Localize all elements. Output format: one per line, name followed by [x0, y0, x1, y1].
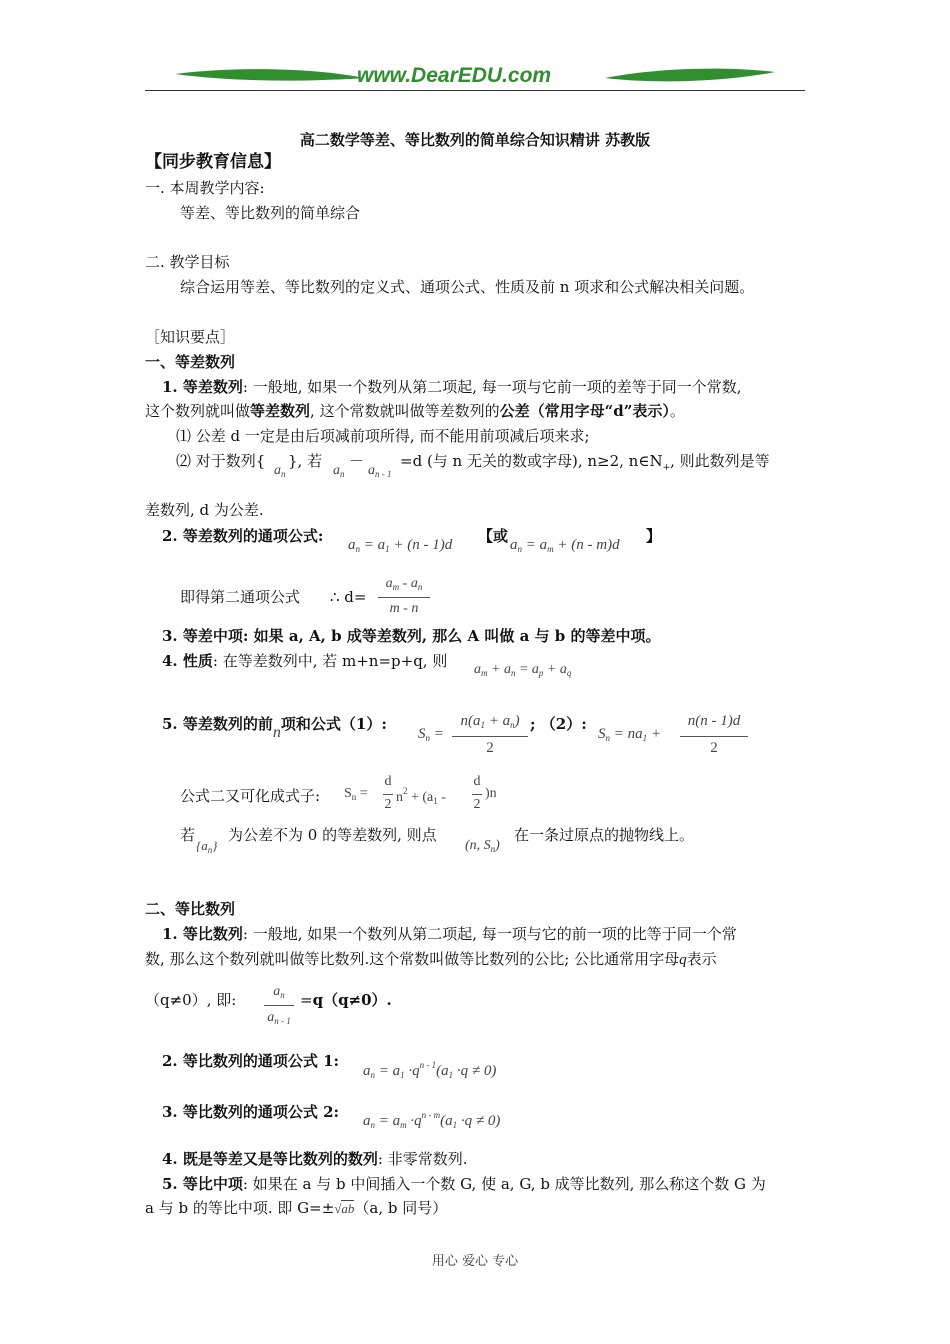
arith-mid: 3. 等差中项: 如果 a, A, b 成等差数列, 那么 A 叫做 a 与 b 的等差中项。 [162, 627, 661, 645]
d-frac-line [378, 597, 430, 598]
sum-label-b: 项和公式（1）: [280, 715, 387, 733]
note2-minus: － [349, 452, 365, 470]
d-frac-den: m - n [389, 601, 419, 616]
f2-frac1-num: d [384, 774, 392, 789]
geo-def-text4d: q（q≠0）. [312, 991, 392, 1009]
geo-def-label: 1. 等比数列 [162, 925, 243, 943]
arith-gen-label: 2. 等差数列的通项公式: [162, 527, 324, 545]
sum-n: n [272, 724, 281, 741]
content-heading: 一. 本周教学内容: [145, 179, 265, 197]
arith-def-line2 [145, 401, 685, 421]
note2-an: $a_n$ [274, 463, 286, 479]
geo-both [162, 1149, 467, 1169]
note2-d-text: =d (与 n 无关的数或字母), n≥2, n∈N [400, 452, 663, 470]
geo-def-line2 [145, 949, 717, 970]
arith-gen-formula: $a_n = a_1 + (n - 1)d$ [348, 537, 453, 554]
arith-note2 [176, 451, 265, 471]
geo-both-label: 4. 既是等差又是等比数列的数列 [162, 1150, 378, 1168]
arith-def-text2c: , 这个常数就叫做等差数列的 [310, 402, 500, 420]
geo-def-text2: 数, 那么这个数列就叫做等比数列.这个常数叫做等比数列的公比; 公比通常用字母 [145, 950, 680, 968]
header-rule [145, 90, 805, 91]
parabola-an: $\{a_n\}$ [196, 838, 218, 855]
geo-def-text1: : 一般地, 如果一个数列从第二项起, 每一项与它的前一项的比等于同一个常 [242, 925, 737, 943]
geo-gen2-label: 3. 等比数列的通项公式 2: [162, 1103, 340, 1121]
parabola-c: 在一条过原点的抛物线上。 [514, 826, 695, 844]
goal-body: 综合运用等差、等比数列的定义式、通项公式、性质及前 n 项求和公式解决相关问题。 [180, 278, 755, 296]
therefore-d: ∴ d= [330, 588, 367, 606]
formula2-expr: $S_n$ = [344, 786, 368, 802]
geo-gen1-label: 2. 等比数列的通项公式 1: [162, 1052, 340, 1070]
f2-frac2-num: d [473, 774, 481, 789]
parabola-point: (n, $S_n$) [465, 838, 500, 854]
geo-mid-line2: a 与 b 的等比中项. 即 G=±√ab（a, b 同号） [145, 1199, 448, 1217]
d-frac-num: $a_m - a_n$ [385, 576, 423, 592]
geo-def-line3b [300, 990, 392, 1010]
geo-def-q: q [679, 952, 687, 968]
geo-mid-line1 [162, 1174, 766, 1194]
sum-formula1-line [452, 736, 528, 737]
header-logo [145, 60, 805, 92]
f2-frac2-den: 2 [473, 797, 481, 812]
note2-tail: 差数列, d 为公差. [145, 501, 264, 519]
geo-heading: 二、等比数列 [145, 900, 236, 918]
formula2-text: 公式二又可化成式子: [180, 787, 321, 805]
sum-formula2-lhs: $S_n = na_1$ + [598, 726, 661, 743]
geo-mid-label: 5. 等比中项 [162, 1175, 243, 1193]
geo-def-text4b: q≠0）, 即: [160, 991, 237, 1009]
arith-def-common-diff: 公差（常用字母“d”表示） [499, 402, 670, 420]
sum-formula2-den: 2 [710, 740, 718, 756]
sum-formula2-line [680, 736, 748, 737]
arith-def-text1: : 一般地, 如果一个数列从第二项起, 每一项与它前一项的差等于同一个常数, [242, 378, 742, 396]
note2-e-text: , 则此数列是等 [670, 452, 770, 470]
page-footer: 用心 爱心 专心 [431, 1254, 519, 1269]
arith-def-line1 [162, 377, 742, 397]
arith-def-term: 等差数列 [250, 402, 311, 420]
arith-note1: ⑴ 公差 d 一定是由后项减前项所得, 而不能用前项减后项来求; [176, 427, 590, 445]
key-points-heading: ［知识要点］ [145, 328, 236, 346]
arith-prop [162, 651, 447, 671]
goal-heading: 二. 教学目标 [145, 253, 230, 271]
arith-gen-or-open: 【或 [478, 527, 509, 545]
note2-an-1: $a_{n - 1}$ [368, 463, 392, 479]
geo-ratio-num: $a_n$ [273, 984, 285, 1000]
note2-a: ⑵ 对于数列{ [176, 452, 266, 470]
arith-heading: 一、等差数列 [145, 353, 236, 371]
geo-mid-text3: （a, b 同号） [354, 1199, 448, 1217]
page-title: 高二数学等差、等比数列的简单综合知识精讲 苏教版 [299, 131, 651, 149]
content-body: 等差、等比数列的简单综合 [180, 204, 361, 222]
second-formula-text: 即得第二通项公式 [180, 588, 301, 606]
arith-gen-formula2: $a_n = a_m + (n - m)d$ [510, 537, 620, 554]
geo-gen1-formula: $a_n = a_1 \cdot q^{n - 1}(a_1 \cdot q \ne 0)$ [363, 1060, 497, 1080]
sum-formula1-lhs: $S_n$ = [418, 726, 444, 743]
geo-gen2-formula: $a_n = a_m \cdot q^{n - m}(a_1 \cdot q \ne 0)$ [363, 1110, 501, 1130]
sum-sep: ; （2）: [530, 715, 587, 733]
arith-prop-text: : 在等差数列中, 若 m+n=p+q, 则 [212, 652, 448, 670]
geo-def-text4c: = [300, 991, 313, 1009]
note2-d: =d (与 n 无关的数或字母), n≥2, $n\in N_+$, 则此数列是等 [400, 452, 770, 473]
f2-mid: $n^2 + (a_1$ - [396, 786, 446, 806]
note2-an2: $a_n$ [333, 463, 345, 479]
geo-both-text: : 非零常数列. [377, 1150, 468, 1168]
arith-def-period: 。 [669, 402, 685, 420]
arith-prop-label: 4. 性质 [162, 652, 213, 670]
note2-b: }, 若 [288, 452, 323, 470]
parabola-b: 为公差不为 0 的等差数列, 则点 [228, 826, 437, 844]
parabola-a: 若 [180, 826, 196, 844]
arith-prop-formula: $a_m + a_n = a_p + a_q$ [474, 662, 572, 678]
f2-frac2-line [472, 794, 482, 795]
geo-def-line3a [145, 990, 236, 1010]
sum-formula1-den: 2 [486, 740, 494, 756]
f2-frac1-den: 2 [384, 797, 392, 812]
geo-mid-text2: a 与 b 的等比中项. 即 G=± [145, 1199, 335, 1217]
sum-label-a: 5. 等差数列的前 [162, 715, 273, 733]
sum-formula2-num: n(n - 1)d [687, 713, 741, 729]
arith-def-text2a: 这个数列就叫做 [145, 402, 251, 420]
f2-frac1-line [383, 794, 393, 795]
geo-ratio-den: $a_{n - 1}$ [267, 1010, 291, 1026]
geo-def-text4a: （ [145, 991, 161, 1009]
arith-def-label: 1. 等差数列 [162, 378, 243, 396]
geo-def-text3: 表示 [686, 950, 717, 968]
arith-gen-or-close: 】 [646, 527, 662, 545]
arith-sum-label [162, 714, 387, 741]
section-sync-info: 【同步教育信息】 [145, 152, 281, 172]
geo-ratio-line [264, 1005, 294, 1006]
f2-end: )n [485, 786, 497, 801]
sum-formula1-num: $n(a_1 + a_n)$ [460, 713, 520, 730]
geo-mid-text1: : 如果在 a 与 b 中间插入一个数 G, 使 a, G, b 成等比数列, 那么称这个数 G 为 [242, 1175, 766, 1193]
logo-text: www.DearEDU.com [357, 64, 552, 87]
geo-def-line1 [162, 924, 737, 944]
